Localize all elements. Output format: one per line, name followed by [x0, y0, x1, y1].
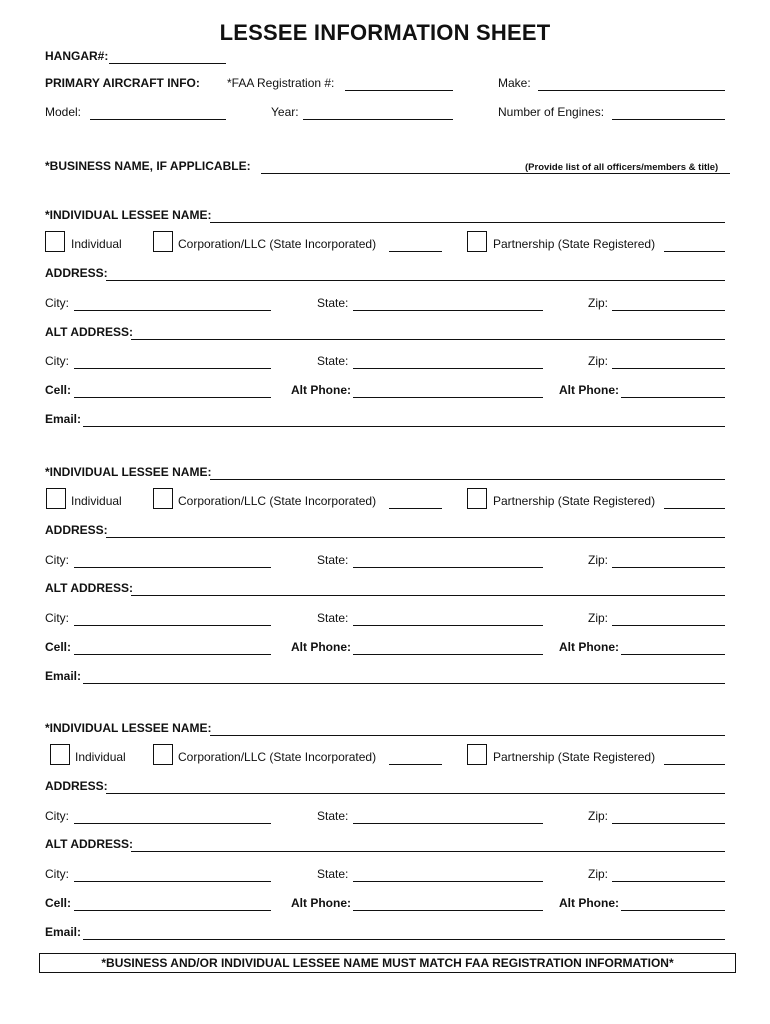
corporation-llc-option-label: Corporation/LLC (State Incorporated) [178, 494, 377, 508]
corporation-state-field[interactable] [389, 251, 442, 252]
individual-checkbox[interactable] [50, 744, 70, 765]
alt-phone-label: Alt Phone: [291, 896, 351, 910]
alt-state-field[interactable] [353, 368, 543, 369]
cell-label: Cell: [45, 640, 72, 654]
individual-checkbox[interactable] [45, 231, 65, 252]
make-field[interactable] [538, 90, 725, 91]
footer-notice: *BUSINESS AND/OR INDIVIDUAL LESSEE NAME MUST MATCH FAA REGISTRATION INFORMATION* [39, 953, 736, 973]
zip-field[interactable] [612, 567, 725, 568]
model-field[interactable] [90, 119, 226, 120]
alt-zip-field[interactable] [612, 368, 725, 369]
address-label: ADDRESS: [45, 523, 108, 537]
alt-address-label: ALT ADDRESS: [45, 837, 133, 851]
email-label: Email: [45, 412, 82, 426]
corporation-llc-checkbox[interactable] [153, 488, 173, 509]
address-label: ADDRESS: [45, 779, 108, 793]
alt-zip-field[interactable] [612, 625, 725, 626]
alt-phone-field[interactable] [353, 397, 543, 398]
email-field[interactable] [83, 939, 725, 940]
city-field[interactable] [74, 310, 271, 311]
corporation-llc-option-label: Corporation/LLC (State Incorporated) [178, 750, 377, 764]
alt-zip-label: Zip: [588, 354, 609, 368]
city-field[interactable] [74, 823, 271, 824]
alt-phone-2-field[interactable] [621, 654, 725, 655]
cell-field[interactable] [74, 654, 271, 655]
partnership-option-label: Partnership (State Registered) [493, 750, 656, 764]
alt-city-field[interactable] [74, 368, 271, 369]
model-label: Model: [45, 105, 82, 119]
alt-state-label: State: [317, 354, 349, 368]
business-name-label: *BUSINESS NAME, IF APPLICABLE: [45, 159, 251, 173]
make-label: Make: [498, 76, 531, 90]
alt-phone-2-field[interactable] [621, 910, 725, 911]
alt-phone-label: Alt Phone: [291, 383, 351, 397]
alt-phone-field[interactable] [353, 654, 543, 655]
state-field[interactable] [353, 567, 543, 568]
partnership-state-field[interactable] [664, 251, 725, 252]
alt-phone-2-field[interactable] [621, 397, 725, 398]
individual-option-label: Individual [71, 237, 122, 251]
hangar-field[interactable] [109, 63, 226, 64]
zip-field[interactable] [612, 310, 725, 311]
alt-zip-label: Zip: [588, 611, 609, 625]
alt-phone-2-label: Alt Phone: [559, 640, 619, 654]
corporation-state-field[interactable] [389, 508, 442, 509]
corporation-llc-checkbox[interactable] [153, 744, 173, 765]
state-field[interactable] [353, 823, 543, 824]
partnership-checkbox[interactable] [467, 744, 487, 765]
partnership-option-label: Partnership (State Registered) [493, 494, 656, 508]
email-label: Email: [45, 669, 82, 683]
zip-label: Zip: [588, 809, 609, 823]
state-field[interactable] [353, 310, 543, 311]
page-title: LESSEE INFORMATION SHEET [219, 20, 551, 45]
hangar-label: HANGAR#: [45, 49, 109, 63]
business-note: (Provide list of all officers/members & title) [525, 162, 719, 173]
alt-address-field[interactable] [131, 339, 725, 340]
state-label: State: [317, 296, 349, 310]
alt-city-label: City: [45, 867, 69, 881]
partnership-state-field[interactable] [664, 764, 725, 765]
email-field[interactable] [83, 426, 725, 427]
corporation-llc-checkbox[interactable] [153, 231, 173, 252]
cell-label: Cell: [45, 896, 72, 910]
primary-aircraft-label: PRIMARY AIRCRAFT INFO: [45, 76, 200, 90]
partnership-checkbox[interactable] [467, 488, 487, 509]
city-label: City: [45, 553, 69, 567]
alt-address-label: ALT ADDRESS: [45, 581, 133, 595]
corporation-state-field[interactable] [389, 764, 442, 765]
city-field[interactable] [74, 567, 271, 568]
individual-lessee-name-label: *INDIVIDUAL LESSEE NAME: [45, 721, 212, 735]
alt-phone-label: Alt Phone: [291, 640, 351, 654]
zip-label: Zip: [588, 553, 609, 567]
partnership-checkbox[interactable] [467, 231, 487, 252]
alt-city-label: City: [45, 354, 69, 368]
alt-city-field[interactable] [74, 881, 271, 882]
address-label: ADDRESS: [45, 266, 108, 280]
cell-field[interactable] [74, 397, 271, 398]
address-field[interactable] [106, 280, 725, 281]
number-of-engines-label: Number of Engines: [498, 105, 605, 119]
alt-phone-field[interactable] [353, 910, 543, 911]
individual-option-label: Individual [75, 750, 126, 764]
faa-registration-label: *FAA Registration #: [227, 76, 335, 90]
partnership-state-field[interactable] [664, 508, 725, 509]
individual-lessee-name-field[interactable] [210, 735, 725, 736]
alt-state-label: State: [317, 611, 349, 625]
alt-state-field[interactable] [353, 625, 543, 626]
individual-lessee-name-field[interactable] [210, 479, 725, 480]
alt-address-label: ALT ADDRESS: [45, 325, 133, 339]
alt-phone-2-label: Alt Phone: [559, 383, 619, 397]
zip-field[interactable] [612, 823, 725, 824]
year-label: Year: [271, 105, 299, 119]
alt-address-field[interactable] [131, 851, 725, 852]
cell-field[interactable] [74, 910, 271, 911]
individual-checkbox[interactable] [46, 488, 66, 509]
business-name-field[interactable] [261, 173, 730, 174]
city-label: City: [45, 809, 69, 823]
alt-city-field[interactable] [74, 625, 271, 626]
partnership-option-label: Partnership (State Registered) [493, 237, 656, 251]
city-label: City: [45, 296, 69, 310]
alt-state-label: State: [317, 867, 349, 881]
state-label: State: [317, 809, 349, 823]
individual-option-label: Individual [71, 494, 122, 508]
year-field[interactable] [303, 119, 453, 120]
address-field[interactable] [106, 537, 725, 538]
alt-city-label: City: [45, 611, 69, 625]
zip-label: Zip: [588, 296, 609, 310]
address-field[interactable] [106, 793, 725, 794]
email-field[interactable] [83, 683, 725, 684]
state-label: State: [317, 553, 349, 567]
corporation-llc-option-label: Corporation/LLC (State Incorporated) [178, 237, 377, 251]
individual-lessee-name-field[interactable] [210, 222, 725, 223]
individual-lessee-name-label: *INDIVIDUAL LESSEE NAME: [45, 208, 212, 222]
cell-label: Cell: [45, 383, 72, 397]
alt-zip-field[interactable] [612, 881, 725, 882]
faa-registration-field[interactable] [345, 90, 453, 91]
alt-state-field[interactable] [353, 881, 543, 882]
alt-phone-2-label: Alt Phone: [559, 896, 619, 910]
alt-address-field[interactable] [131, 595, 725, 596]
email-label: Email: [45, 925, 82, 939]
number-of-engines-field[interactable] [612, 119, 725, 120]
individual-lessee-name-label: *INDIVIDUAL LESSEE NAME: [45, 465, 212, 479]
alt-zip-label: Zip: [588, 867, 609, 881]
